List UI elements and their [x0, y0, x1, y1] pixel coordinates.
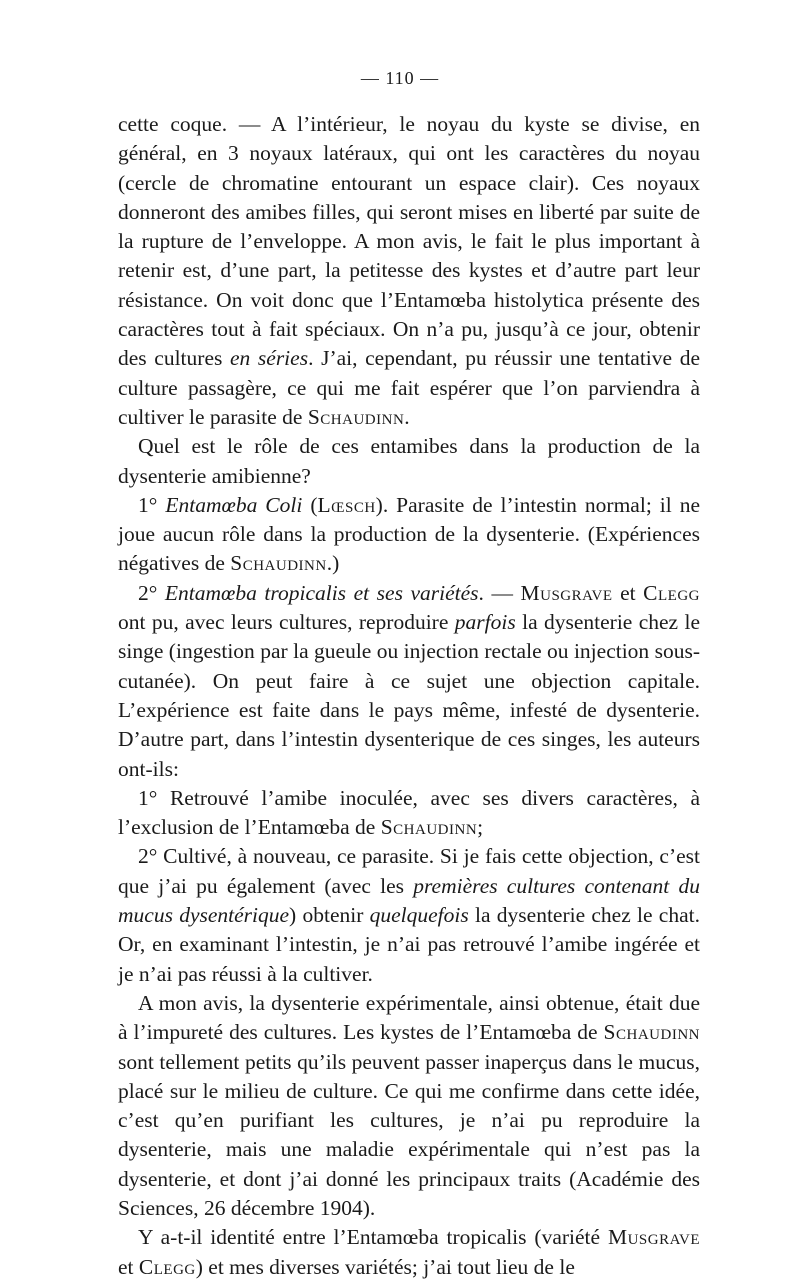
paragraph-p1 — [118, 110, 700, 432]
author-name: Musgrave — [520, 580, 613, 605]
italic-text: quelquefois — [369, 903, 469, 928]
text-run: la dysenterie chez le chat. Or, en examinant l’intestin, je n’ai pas retrouvé l’amibe ingérée et je n’ai pas réussi à la cultiver. — [118, 903, 700, 986]
text-run: ; — [477, 815, 484, 840]
paragraph-p5 — [118, 784, 700, 843]
text-run: Y a-t-il identité entre l’Entamœba tropicalis (variété — [138, 1225, 608, 1250]
author-name: Schaudinn — [230, 551, 327, 576]
text-run: A mon avis, la dysenterie expérimentale, ainsi obtenue, était due à l’impureté des cultures. Les kystes de l’Entamœba de — [118, 990, 700, 1045]
text-run: 1° — [138, 492, 166, 517]
text-run: . J’ai, cependant, pu réussir une tentative de culture passagère, ce qui me fait espérer que l’on parviendra à cultiver le parasite de — [118, 346, 700, 429]
text-run: la dysenterie chez le singe (ingestion par la gueule ou injection rectale ou injection sous-cutanée). On peut faire à ce sujet une objection capitale. L’expérience est faite dans le pays même, infesté de dysenterie. D’autre part, dans l’intestin dysenterique de ces singes, les auteurs ont-ils: — [118, 610, 700, 781]
text-run: ont pu, avec leurs cultures, reproduire — [118, 610, 455, 635]
text-run: 2° — [138, 580, 165, 605]
italic-text: parfois — [454, 610, 516, 635]
page-number: — 110 — — [360, 68, 440, 88]
text-run: ) obtenir — [289, 903, 370, 928]
text-run: ( — [302, 492, 318, 517]
text-run: Quel est le rôle de ces entamibes dans la production de la dysenterie amibienne? — [118, 434, 700, 488]
author-name: Schaudinn — [307, 404, 405, 429]
paragraph-p7 — [118, 989, 700, 1223]
text-run: sont tellement petits qu’ils peuvent passer inaperçus dans le mucus, placé sur le milieu de culture. Ce qui me confirme dans cette idée, c’est qu’en purifiant les cultures, je n’ai pu reproduire la dysenterie, mais une maladie expérimentale qui n’est pas la dysenterie, et dont j’ai donné les principaux traits (Académie des Sciences, 26 décembre 1904). — [118, 1049, 700, 1220]
text-run: et — [118, 1254, 139, 1279]
text-run: ) et mes diverses variétés; j’ai tout lieu de le — [195, 1254, 575, 1279]
italic-text: Entamœba Coli — [165, 492, 303, 517]
paragraph-p2 — [118, 432, 700, 491]
body-text — [118, 110, 700, 1282]
italic-text: Entamœba tropicalis et ses variétés — [164, 580, 479, 605]
paragraph-p3 — [118, 491, 700, 579]
author-name: Schaudinn — [603, 1020, 700, 1045]
author-name: Schaudinn — [380, 815, 478, 840]
text-run: .) — [326, 551, 340, 576]
author-name: Musgrave — [607, 1225, 700, 1250]
paragraph-p6 — [118, 842, 700, 988]
text-run: ). Parasite de l’intestin normal; il ne joue aucun rôle dans la production de la dysenterie. (Expériences négatives de — [118, 492, 700, 576]
author-name: Lœsch — [317, 492, 376, 517]
author-name: Clegg — [643, 580, 700, 605]
text-run: et — [612, 580, 644, 605]
text-run: 1° Retrouvé l’amibe inoculée, avec ses divers caractères, à l’exclusion de l’Entamœba de — [118, 785, 700, 840]
text-run: . — — [478, 580, 521, 605]
text-run: . — [404, 404, 410, 429]
italic-text: en séries — [229, 346, 309, 371]
text-run: cette coque. — A l’intérieur, le noyau du kyste se divise, en général, en 3 noyaux latéraux, qui ont les caractères du noyau (cercle de chromatine entourant un espace clair). Ces noyaux donneront des amibes filles, qui seront mises en liberté par suite de la rupture de l’enveloppe. A mon avis, le fait le plus important à retenir est, d’une part, la petitesse des kystes et d’autre part leur résistance. On voit donc que l’Entamœba histolytica présente des caractères tout à fait spéciaux. On n’a pu, jusqu’à ce jour, obtenir des cultures — [118, 112, 700, 371]
text-run: 2° Cultivé, à nouveau, ce parasite. Si je fais cette objection, c’est que j’ai pu également (avec les — [118, 844, 700, 898]
author-name: Clegg — [138, 1254, 196, 1279]
paragraph-p4 — [118, 579, 700, 784]
italic-text: premières cultures contenant du mucus dysentérique — [118, 873, 700, 928]
